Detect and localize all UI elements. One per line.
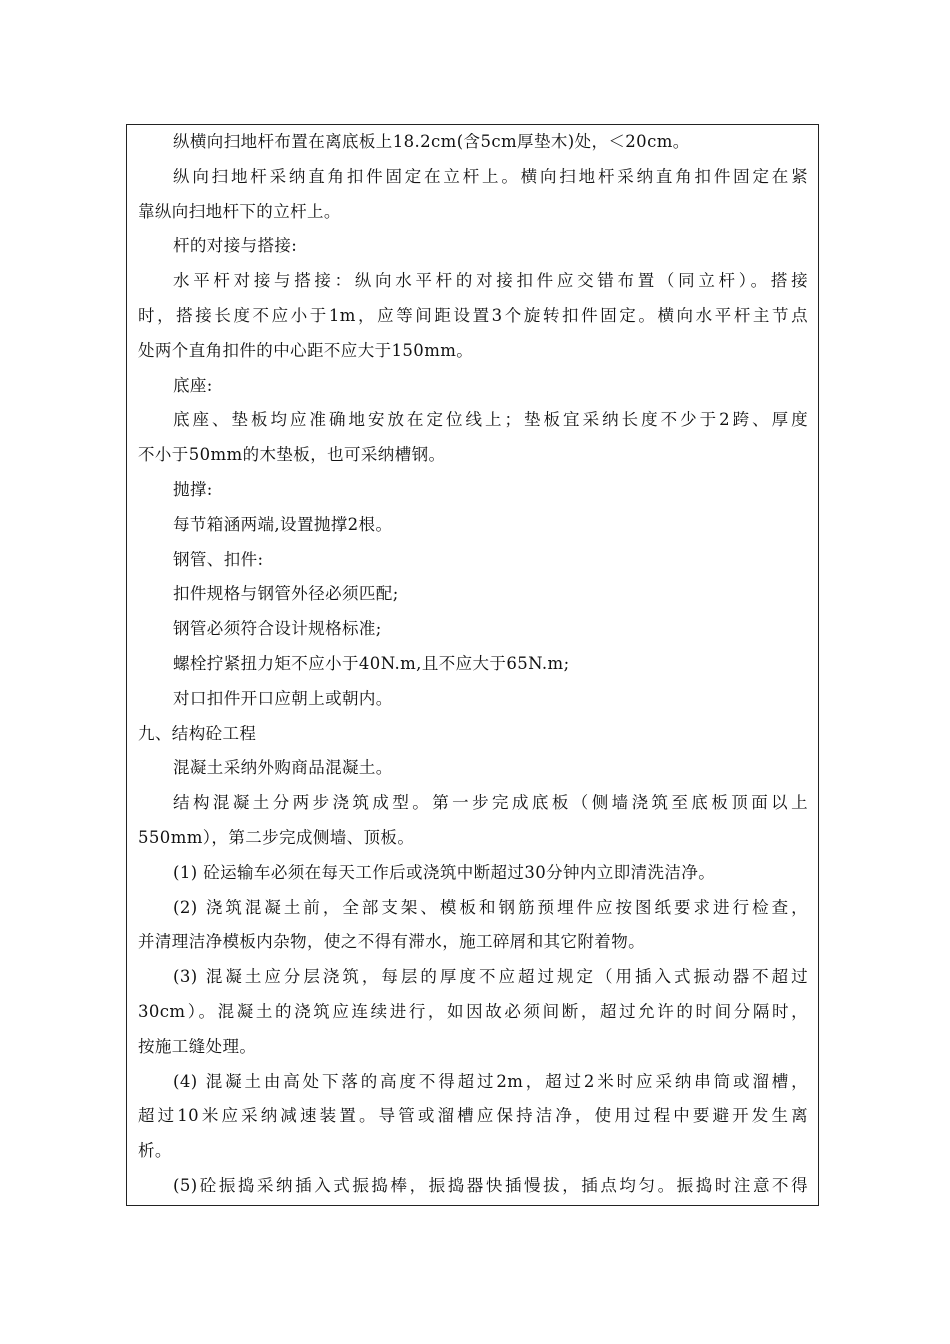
text-line: 靠纵向扫地杆下的立杆上。 (138, 201, 341, 221)
text-line: 不小于50mm的木垫板，也可采纳槽钢。 (138, 445, 446, 465)
text-line: 底座: (173, 375, 213, 395)
text-line: (2) 浇筑混凝土前，全部支架、模板和钢筋预埋件应按图纸要求进行检查， (173, 897, 808, 917)
text-line: 纵向扫地杆采纳直角扣件固定在立杆上。横向扫地杆采纳直角扣件固定在紧 (173, 166, 808, 186)
document-body (138, 125, 808, 1204)
document-frame (126, 124, 819, 1206)
text-line: 抛撑: (173, 479, 213, 499)
text-line: 按施工缝处理。 (138, 1036, 257, 1056)
text-line: 混凝土采纳外购商品混凝土。 (173, 758, 393, 778)
text-line: 螺栓拧紧扭力矩不应小于40N.m,且不应大于65N.m; (173, 653, 570, 673)
text-line: 钢管必须符合设计规格标准; (173, 619, 382, 639)
text-line: 超过10米应采纳减速装置。导管或溜槽应保持洁净，使用过程中要避开发生离 (138, 1106, 808, 1126)
text-line: 对口扣件开口应朝上或朝内。 (173, 688, 393, 708)
text-line: 550mm），第二步完成侧墙、顶板。 (138, 827, 415, 847)
text-line: 时，搭接长度不应小于1m，应等间距设置3个旋转扣件固定。横向水平杆主节点 (138, 305, 808, 325)
text-line: (4) 混凝土由高处下落的高度不得超过2m，超过2米时应采纳串筒或溜槽， (173, 1071, 808, 1091)
text-line: 并清理洁净模板内杂物，使之不得有滞水，施工碎屑和其它附着物。 (138, 932, 645, 952)
text-line: 处两个直角扣件的中心距不应大于150mm。 (138, 340, 474, 360)
text-line: (1) 砼运输车必须在每天工作后或浇筑中断超过30分钟内立即清洗洁净。 (173, 862, 716, 882)
text-line: 结构混凝土分两步浇筑成型。第一步完成底板（侧墙浇筑至底板顶面以上 (173, 793, 808, 813)
text-line: 水平杆对接与搭接：纵向水平杆的对接扣件应交错布置（同立杆）。搭接 (173, 271, 808, 291)
text-line: (5)砼振捣采纳插入式振捣棒，振捣器快插慢拔，插点均匀。振捣时注意不得 (173, 1175, 808, 1195)
text-line: 析。 (138, 1141, 172, 1161)
text-line: 九、结构砼工程 (138, 723, 257, 743)
text-line: 扣件规格与钢管外径必须匹配; (173, 584, 399, 604)
text-line: 每节箱涵两端,设置抛撑2根。 (173, 514, 393, 534)
text-line: (3) 混凝土应分层浇筑，每层的厚度不应超过规定（用插入式振动器不超过 (173, 967, 808, 987)
text-line: 杆的对接与搭接: (173, 236, 298, 256)
text-line: 30cm）。混凝土的浇筑应连续进行，如因故必须间断，超过允许的时间分隔时， (138, 1001, 808, 1021)
text-line: 底座、垫板均应准确地安放在定位线上；垫板宜采纳长度不少于2跨、厚度 (173, 410, 808, 430)
text-line: 钢管、扣件: (173, 549, 264, 569)
text-line: 纵横向扫地杆布置在离底板上18.2cm(含5cm厚垫木)处，＜20cm。 (173, 132, 690, 151)
